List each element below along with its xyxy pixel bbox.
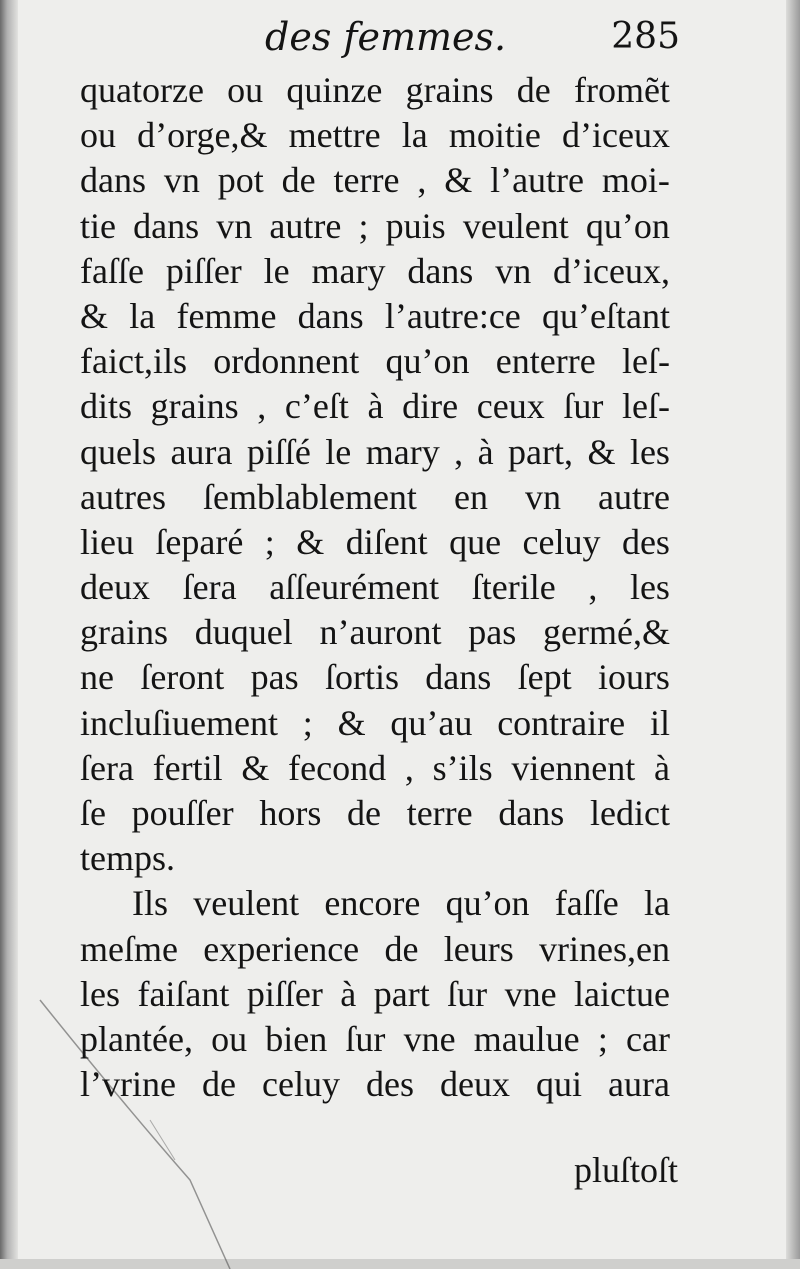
word: dans	[80, 160, 146, 201]
word: ,	[417, 160, 427, 201]
word: ſur	[563, 386, 604, 427]
word: l’vrine	[80, 1064, 176, 1105]
word: diſent	[345, 521, 428, 562]
word: ſur	[345, 1018, 386, 1059]
word: à	[654, 747, 670, 788]
word: enterre	[495, 341, 596, 382]
word: fecond	[288, 747, 387, 788]
word: moi-	[601, 160, 670, 201]
text-line	[80, 791, 670, 836]
word: germé,&	[543, 612, 670, 653]
word: deux	[80, 567, 150, 608]
word: ſera	[182, 567, 237, 608]
word: moitie	[448, 115, 541, 156]
word: fertil	[152, 747, 223, 788]
running-head	[80, 12, 680, 64]
word: qu’au	[390, 702, 473, 743]
word: part,	[508, 431, 574, 472]
word: ſeparé	[155, 521, 244, 562]
word: dire	[402, 386, 459, 427]
text-line	[80, 430, 670, 475]
word: &	[296, 521, 325, 562]
word: quels	[80, 431, 156, 472]
word: plantée,	[80, 1018, 193, 1059]
text-line	[80, 339, 670, 384]
word: d’iceux	[562, 115, 670, 156]
word: ou	[211, 1018, 248, 1059]
word: fromẽt	[573, 70, 670, 110]
word: qu’on	[385, 341, 470, 382]
text-line	[80, 655, 670, 700]
text-line	[80, 68, 670, 113]
word: mary	[365, 431, 440, 472]
word: l’autre	[490, 160, 585, 201]
text-line	[80, 972, 670, 1017]
word: des	[621, 521, 670, 562]
word: contraire	[497, 702, 626, 743]
word: ceux	[476, 386, 545, 427]
text-line	[80, 746, 670, 791]
word: piſſer	[165, 250, 242, 291]
word: c’eſt	[284, 386, 349, 427]
word: ;	[302, 702, 313, 743]
word: ſortis	[324, 657, 399, 698]
word: ;	[264, 521, 275, 562]
word: ſera	[80, 747, 134, 788]
word: faict,ils	[80, 341, 187, 382]
word: meſme	[80, 928, 178, 969]
word: maulue	[473, 1018, 580, 1059]
text-line	[80, 475, 670, 520]
word: de	[201, 1064, 236, 1105]
word: ou	[227, 70, 264, 110]
word: de	[281, 160, 316, 201]
word: il	[649, 702, 670, 743]
word: terre	[406, 793, 473, 833]
word: autre	[598, 476, 670, 517]
word: d’orge,&	[137, 115, 268, 156]
word: encore	[324, 883, 421, 924]
word: la	[643, 883, 670, 924]
word: ou	[80, 115, 116, 156]
word: ſe	[80, 793, 106, 833]
text-line	[80, 204, 670, 249]
text-line	[80, 294, 670, 339]
word: la	[401, 115, 428, 156]
word: leſ-	[621, 341, 670, 382]
text-line	[80, 927, 670, 972]
word: iours	[597, 657, 670, 698]
word: lieu	[80, 521, 134, 562]
text-line	[80, 836, 670, 881]
word: celuy	[261, 1064, 340, 1105]
word: &	[241, 747, 270, 788]
running-head-title: des femmes.	[265, 15, 507, 59]
word: ;	[358, 205, 369, 246]
word: les	[629, 567, 670, 608]
word: faiſant	[137, 973, 230, 1014]
word: grains	[80, 612, 168, 653]
word: vne	[403, 1018, 456, 1059]
word: aura	[608, 1064, 670, 1105]
word: pot	[217, 160, 264, 201]
word: à	[477, 431, 494, 472]
word: &	[337, 702, 366, 743]
word: dans	[407, 250, 474, 291]
word: deux	[439, 1064, 510, 1105]
word: qu’eſtant	[542, 295, 670, 336]
word: des	[365, 1064, 414, 1105]
word: viennent	[511, 747, 636, 788]
catchword: pluſtoſt	[573, 1150, 678, 1190]
word: vn	[495, 250, 532, 291]
text-line	[80, 1062, 670, 1107]
word: que	[449, 521, 502, 562]
word: &	[587, 431, 616, 472]
word: celuy	[522, 521, 601, 562]
word: de	[347, 793, 382, 833]
text-line	[80, 520, 670, 565]
word: à	[340, 973, 357, 1014]
word: ;	[597, 1018, 608, 1059]
word: leſ-	[622, 386, 670, 427]
word: experience	[203, 928, 360, 969]
word: part	[373, 973, 430, 1014]
word: s’ils	[432, 747, 493, 788]
word: en	[453, 476, 488, 517]
word: vn	[216, 205, 253, 246]
word: ,	[257, 386, 267, 427]
word: grains	[150, 386, 239, 427]
word: ,	[588, 567, 598, 608]
word: ſept	[517, 657, 572, 698]
text-line	[80, 565, 670, 610]
word: le	[263, 250, 290, 291]
word: ſeront	[140, 657, 225, 698]
word: leurs	[443, 928, 514, 969]
word: piſſé	[246, 431, 311, 472]
word: les	[629, 431, 670, 472]
word: les	[80, 973, 120, 1014]
body-text	[80, 68, 670, 1107]
text-line	[80, 881, 670, 926]
word: bien	[265, 1018, 328, 1059]
page-number: 285	[611, 16, 680, 57]
word: ordonnent	[213, 341, 360, 382]
word: dans	[297, 295, 364, 336]
word: quinze	[286, 70, 383, 110]
word: dans	[133, 205, 200, 246]
word: faſſe	[80, 250, 144, 291]
word: dans	[425, 657, 492, 698]
word: laictue	[574, 973, 670, 1014]
word: aſſeurément	[269, 567, 440, 608]
word: quatorze	[80, 70, 204, 110]
text-line	[80, 384, 670, 429]
word: qu’on	[585, 205, 670, 246]
word: vrines,en	[539, 928, 670, 969]
word: ſur	[447, 973, 488, 1014]
word: piſſer	[246, 973, 323, 1014]
word: femme	[176, 295, 277, 336]
word: ,	[454, 431, 464, 472]
word: aura	[170, 431, 233, 472]
word: veulent	[193, 883, 300, 924]
word: duquel	[194, 612, 293, 653]
word: la	[129, 295, 156, 336]
word: faſſe	[554, 883, 619, 924]
word: tie	[80, 205, 116, 246]
word: hors	[259, 793, 322, 833]
word: autre	[269, 205, 342, 246]
word: à	[367, 386, 384, 427]
word: pas	[250, 657, 299, 698]
word: qui	[535, 1064, 582, 1105]
word: vn	[163, 160, 200, 201]
word: Ils	[132, 883, 168, 924]
word: ſemblablement	[203, 476, 417, 517]
word: l’autre:ce	[384, 295, 521, 336]
word: qu’on	[445, 883, 530, 924]
text-line	[80, 158, 670, 203]
text-line	[80, 249, 670, 294]
word: ledict	[590, 793, 670, 833]
word: autres	[80, 476, 166, 517]
word: de	[516, 70, 551, 110]
word: ſterile	[471, 567, 556, 608]
word: terre	[333, 160, 400, 201]
word: mettre	[288, 115, 381, 156]
text-line	[80, 701, 670, 746]
word: grains	[405, 70, 494, 110]
word: vne	[504, 973, 557, 1014]
word: n’auront	[319, 612, 442, 653]
word: de	[384, 928, 419, 969]
word: &	[80, 295, 109, 336]
word: incluſiuement	[80, 702, 278, 743]
text-line	[80, 113, 670, 158]
word: dans	[498, 793, 565, 833]
word: ne	[80, 657, 114, 698]
text-line	[80, 610, 670, 655]
word: ,	[404, 747, 414, 788]
word: car	[626, 1018, 670, 1059]
text-line	[80, 1017, 670, 1062]
word: vn	[524, 476, 561, 517]
word: mary	[311, 250, 386, 291]
word: dits	[80, 386, 133, 427]
word: temps.	[80, 838, 175, 879]
word: d’iceux,	[553, 250, 670, 291]
word: pouſſer	[131, 793, 234, 833]
word: puis	[385, 205, 446, 246]
word: le	[325, 431, 352, 472]
word: &	[444, 160, 473, 201]
word: pas	[468, 612, 517, 653]
word: veulent	[462, 205, 569, 246]
